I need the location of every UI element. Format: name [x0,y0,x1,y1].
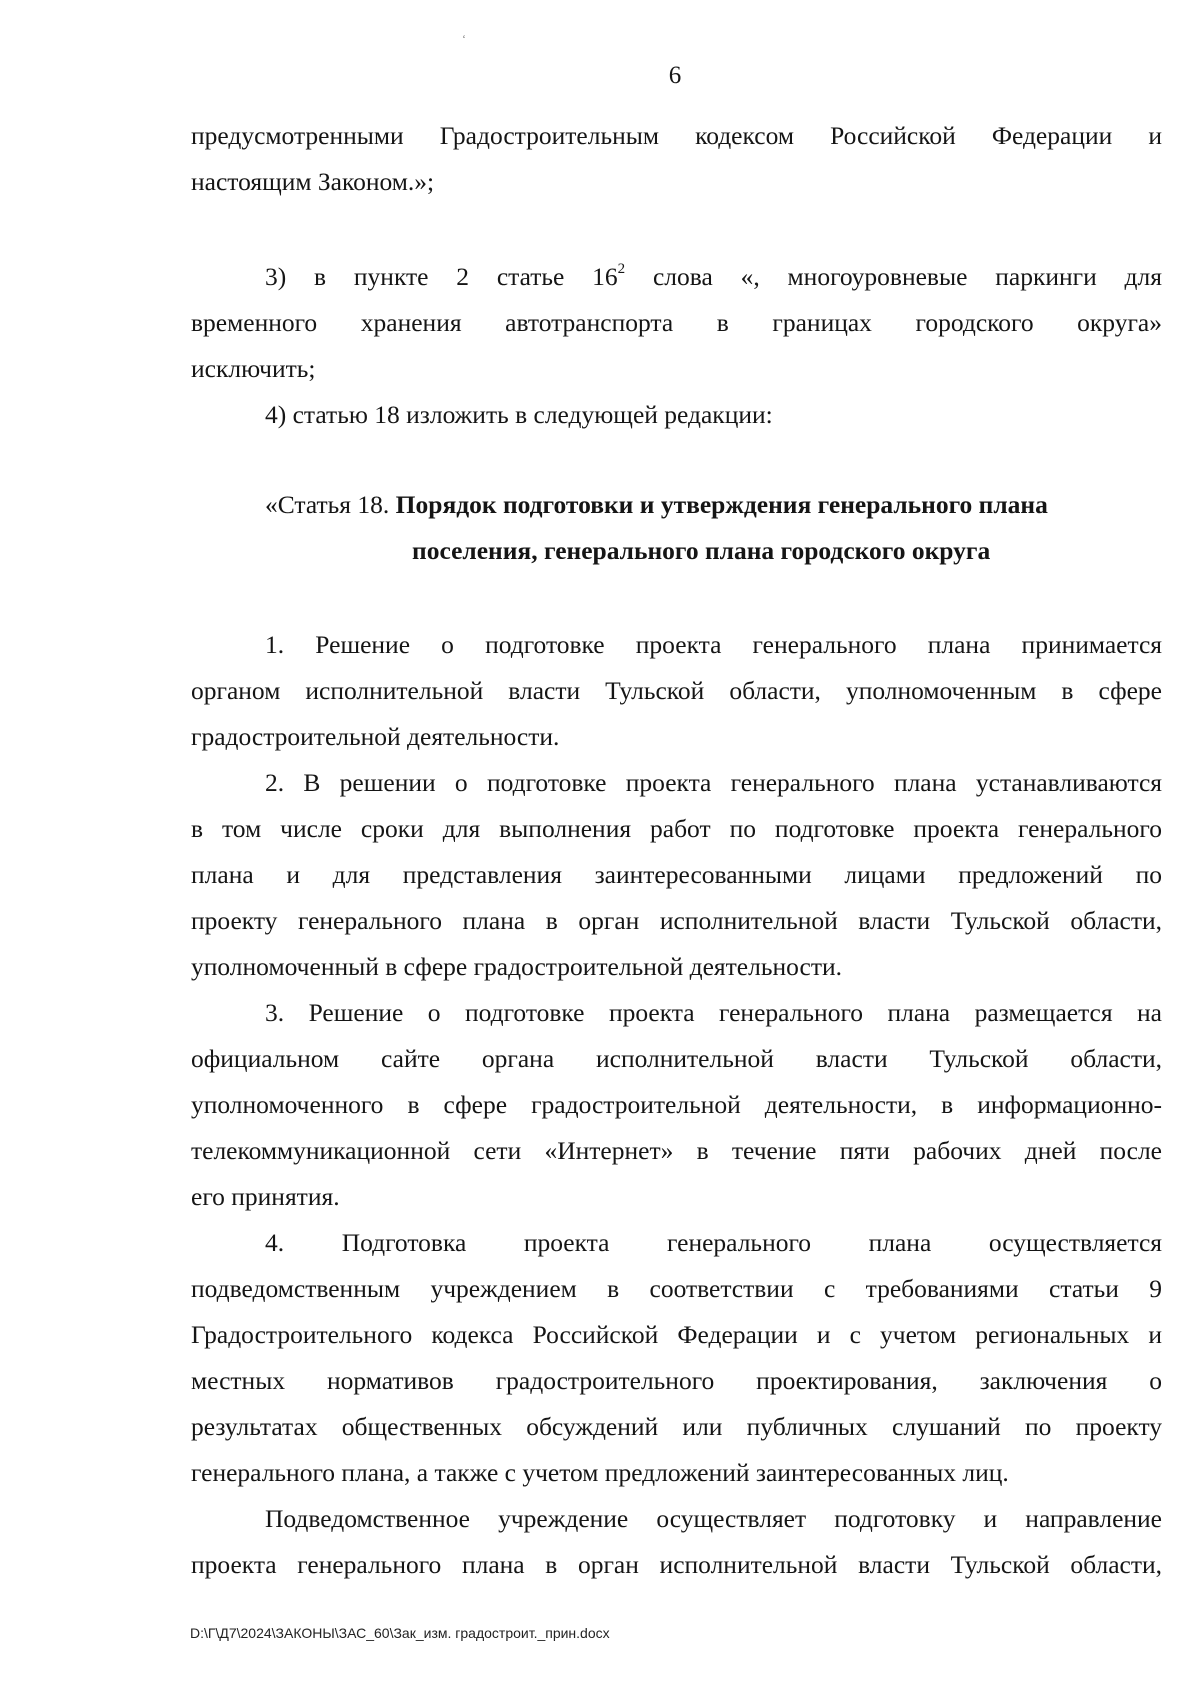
paragraph-line: 1. Решение о подготовке проекта генерального плана принимается [265,630,1162,659]
paragraph-line: его принятия. [191,1182,340,1211]
paragraph-text: слова «, многоуровневые паркинги для [625,262,1162,291]
paragraph-line: телекоммуникационной сети «Интернет» в течение пяти рабочих дней после [191,1136,1162,1165]
paragraph-line: 2. В решении о подготовке проекта генерального плана устанавливаются [265,768,1162,797]
article-prefix: «Статья 18. [265,490,396,519]
superscript: 2 [617,260,626,277]
paragraph-line: 4. Подготовка проекта генерального плана осуществляется [265,1228,1162,1257]
paragraph-line: временного хранения автотранспорта в границах городского округа» [191,308,1162,337]
paragraph-line: проекту генерального плана в орган исполнительной власти Тульской области, [191,906,1162,935]
paragraph-line: генерального плана, а также с учетом предложений заинтересованных лиц. [191,1458,1009,1487]
paragraph-line: подведомственным учреждением в соответствии с требованиями статьи 9 [191,1274,1162,1303]
paragraph-line: исключить; [191,354,316,383]
paragraph-line: градостроительной деятельности. [191,722,560,751]
article-heading [265,482,1048,574]
paragraph-line: в том числе сроки для выполнения работ по подготовке проекта генерального [191,814,1162,843]
paragraph-line: Подведомственное учреждение осуществляет подготовку и направление [265,1504,1162,1533]
paragraph-line: местных нормативов градостроительного проектирования, заключения о [191,1366,1162,1395]
paragraph-text: 3) в пункте 2 статье 16 [265,262,618,291]
paragraph-line: плана и для представления заинтересованными лицами предложений по [191,860,1162,889]
paragraph-line: органом исполнительной власти Тульской области, уполномоченным в сфере [191,676,1162,705]
paragraph-line: результатах общественных обсуждений или публичных слушаний по проекту [191,1412,1162,1441]
paragraph-line: настоящим Законом.»; [191,167,435,196]
paragraph-line: уполномоченный в сфере градостроительной деятельности. [191,952,842,981]
paragraph-line [191,254,1162,300]
paragraph-line: 4) статью 18 изложить в следующей редакции: [265,400,773,429]
file-path-footer: D:\Г\Д7\2024\ЗАКОНЫ\ЗАС_60\Зак_изм. градостроит._прин.docx [190,1625,610,1641]
paragraph-line: уполномоченного в сфере градостроительной деятельности, в информационно- [191,1090,1162,1119]
paragraph-line: 3. Решение о подготовке проекта генерального плана размещается на [265,998,1162,1027]
article-title-line1: Порядок подготовки и утверждения генерального плана [395,490,1048,519]
paragraph-line: предусмотренными Градостроительным кодексом Российской Федерации и [191,121,1162,150]
scan-speck: ʻ [462,32,466,46]
paragraph-line: проекта генерального плана в орган исполнительной власти Тульской области, [191,1550,1162,1579]
page-number: 6 [668,62,682,89]
paragraph-line: Градостроительного кодекса Российской Федерации и с учетом региональных и [191,1320,1162,1349]
article-title-line2: поселения, генерального плана городского округа [412,536,991,565]
paragraph-line: официальном сайте органа исполнительной власти Тульской области, [191,1044,1162,1073]
